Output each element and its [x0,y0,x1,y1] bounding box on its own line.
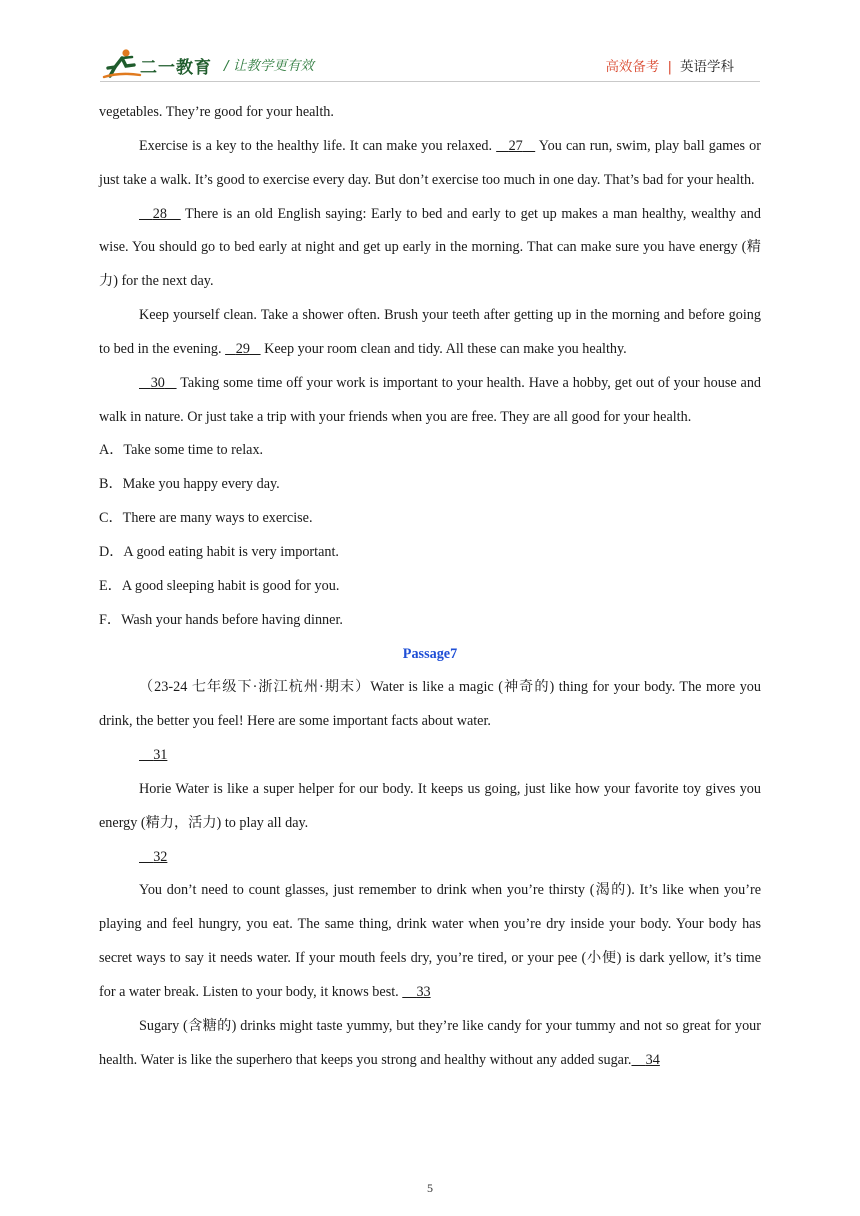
brand-slogan: / 让教学更有效 [224,58,314,74]
header-separator: | [667,59,672,75]
paragraph-helper: Horie Water is like a super helper for our body. It keeps us going, just like how your favorite toy gives you energy (精力，活力) to play all day. [99,780,761,831]
blank-number: 31 [153,747,168,764]
blank-number: 30 [150,374,165,391]
heading-blank-31 [99,739,761,773]
header-divider [100,81,760,82]
option-c: C．There are many ways to exercise. [99,510,313,527]
document-body [99,96,761,1077]
paragraph-sleep [99,198,761,300]
option-a: A．Take some time to relax. [99,442,264,459]
option-b: B．Make you happy every day. [99,476,280,493]
blank-number: 29 [235,340,250,357]
paragraph-relax [99,367,761,435]
running-man-logo-icon [102,48,142,80]
paragraph-thirsty [99,874,761,1009]
blank-33 [402,984,430,1000]
blank-28 [139,206,181,222]
option-d: D．A good eating habit is very important. [99,543,339,560]
page-header [100,44,760,84]
blank-34 [631,1052,659,1068]
paragraph-text: Sugary (含糖的) drinks might taste yummy, but they’re like candy for your tummy and not so great for your health. Water is like the superhero that keeps you strong and healthy without any added sugar. [99,1017,761,1068]
paragraph-text: Exercise is a key to the healthy life. It can make you relaxed. [139,137,497,154]
blank-number: 32 [153,848,168,865]
paragraph-sugary [99,1010,761,1078]
option-f: F．Wash your hands before having dinner. [99,611,343,628]
exam-label: 高效备考 [605,59,660,75]
paragraph-text: Keep yourself clean. Take a shower often. Brush your teeth after getting up in the morning and before going to bed in the evening. [99,307,761,357]
option-e: E．A good sleeping habit is good for you. [99,577,340,594]
blank-number: 33 [416,983,431,1000]
blank-number: 27 [508,137,523,154]
heading-blank-32 [99,841,761,875]
blank-30 [139,375,177,391]
passage-title: Passage7 [402,645,458,662]
header-right [605,55,734,75]
paragraph-text: Keep your room clean and tidy. All these can make you healthy. [260,340,627,357]
paragraph-text: You can run, swim, play ball games or just take a walk. It’s good to exercise every day. But don’t exercise too much in one day. That’s bad for your health. [99,137,761,188]
page-number: 5 [427,1181,433,1195]
subject-label: 英语学科 [680,59,734,75]
brand-name: 二一教育 [140,58,212,78]
blank-31 [139,747,167,763]
paragraph-continuation: vegetables. They’re good for your health. [99,104,334,120]
blank-32 [139,849,167,865]
paragraph-text: There is an old English saying: Early to bed and early to get up makes a man healthy, wealthy and wise. You should go to bed early at night and get up early in the morning. That can make sure you have energy (精力) for the next day. [99,205,761,290]
paragraph-intro: （23-24 七年级下·浙江杭州·期末）Water is like a magic (神奇的) thing for your body. The more you drink, the better you feel! Here are some important facts about water. [99,679,761,730]
blank-number: 34 [645,1051,660,1068]
paragraph-text: You don’t need to count glasses, just remember to drink when you’re thirsty (渴的). It’s like when you’re playing and feel hungry, you eat. The same thing, drink water when you’re dry inside your body. Your body has secret ways to say it needs water. If your mouth feels dry, you’re tired, or your pee (小便) is dark yellow, it’s time for a water break. Listen to your body, it knows best. [99,882,761,1000]
paragraph-text: Taking some time off your work is important to your health. Have a hobby, get out of your house and walk in nature. Or just take a trip with your friends when you are free. They are all good for your health. [99,374,762,425]
blank-27 [496,138,535,154]
paragraph-exercise [99,130,761,198]
paragraph-clean [99,299,761,367]
blank-29 [225,341,260,357]
blank-number: 28 [152,205,167,222]
